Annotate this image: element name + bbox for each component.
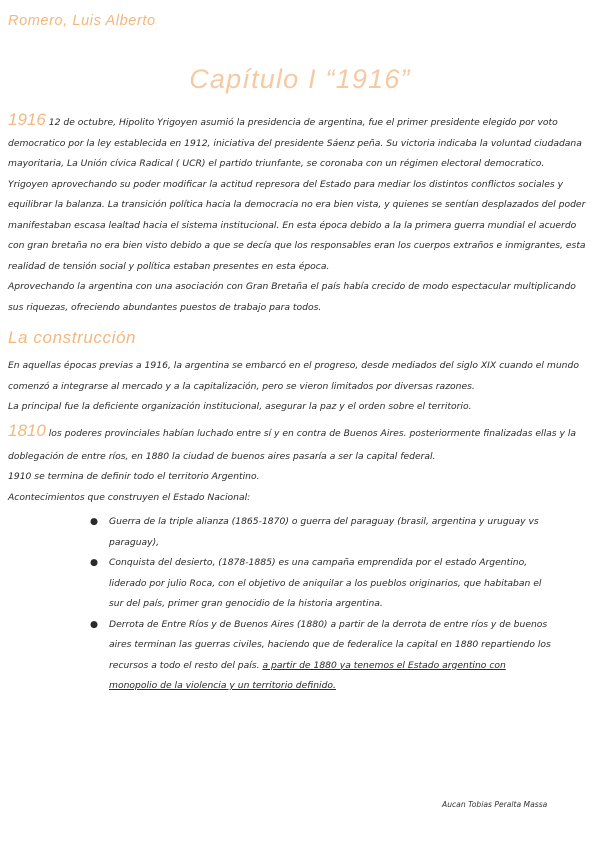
bullet-icon: ● — [90, 618, 99, 630]
year-1810-text: los poderes provinciales habían luchado entre sí y en contra de Buenos Aires. posteriormente finalizadas ellas y la — [45, 427, 577, 439]
list-item-text: Derrota de Entre Ríos y de Buenos Aires (1880) a partir de la derrota de entre ríos y de buenos aires terminan las guerras civiles, haciendo que de federalice la capital en 1880 repartiendo los recursos a todo el resto del país. — [109, 618, 551, 671]
list-item — [90, 553, 555, 615]
section-construccion — [8, 356, 586, 508]
paragraph-first-line — [8, 110, 586, 134]
chapter-title: Capítulo I “1916” — [189, 64, 411, 94]
list-item-text: Guerra de la triple alianza (1865-1870) o guerra del paraguay (brasil, argentina y uruguay vs paraguay), — [109, 516, 539, 548]
list-item-text: Conquista del desierto, (1878-1885) es una campaña emprendida por el estado Argentino, liderado por julio Roca, con el objetivo de aniquilar a los pueblos originarios, que habitaban el sur del país, primer gran genocidio de la historia argentina. — [109, 557, 542, 609]
year-1810: 1810 — [8, 420, 46, 440]
bullet-icon: ● — [90, 516, 99, 527]
year-1916: 1916 — [8, 110, 46, 129]
paragraph-acontecimientos: Acontecimientos que construyen el Estado Nacional: — [8, 491, 251, 503]
bullet-icon: ● — [90, 557, 99, 568]
section-1916 — [8, 110, 586, 318]
list-item — [90, 615, 555, 697]
list-item-underlined-text: a partir de 1880 ya tenemos el Estado argentino con monopolio de la violencia y un territorio definido. — [109, 659, 506, 691]
paragraph-1810 — [8, 418, 586, 447]
list-item — [90, 512, 555, 553]
paragraph-body-2: Aprovechando la argentina con una asociación con Gran Bretaña el país había crecido de modo espectacular multiplicando sus riquezas, ofreciendo abundantes puestos de trabajo para todos. — [8, 281, 576, 313]
events-list-container — [90, 512, 555, 697]
paragraph-doblegacion: doblegación de entre ríos, en 1880 la ciudad de buenos aires pasaría a ser la capital federal. — [8, 450, 436, 462]
paragraph-epocas: En aquellas épocas previas a 1916, la argentina se embarcó en el progreso, desde mediados del siglo XIX cuando el mundo comenzó a integrarse al mercado y a la capitalización, pero se vieron limitados por diversas razones. — [8, 360, 579, 392]
events-list — [90, 512, 555, 697]
section-heading-construccion: La construcción — [8, 328, 137, 347]
paragraph-1910: 1910 se termina de definir todo el territorio Argentino. — [8, 471, 260, 482]
first-line-text: 12 de octubre, Hipolito Yrigoyen asumió la presidencia de argentina, fue el primer presidente elegido por voto — [45, 117, 558, 128]
footer-author: Aucan Tobias Peralta Massa — [442, 800, 548, 809]
paragraph-principal: La principal fue la deficiente organización institucional, asegurar la paz y el orden sobre el territorio. — [8, 401, 472, 412]
author-name: Romero, Luis Alberto — [8, 13, 156, 29]
paragraph-body: democratico por la ley establecida en 1912, iniciativa del presidente Sáenz peña. Su victoria indicaba la voluntad ciudadana mayoritaria, La Unión cívica Radical ( UCR) el partido triunfante, se coronaba con un régimen electoral democratico. Yrigoyen aprovechando su poder modificar la actitud represora del Estado para mediar los distintos conflictos sociales y equilibrar la balanza. La transición política hacia la democracia no era bien vista, y quienes se sentían desplazados del poder manifestaban escasa lealtad hacia el sistema institucional. En esta época debido a la la primera guerra mundial el acuerdo con gran bretaña no era bien visto debido a que se decía que los responsables eran los cuerpos extraños e inmigrantes, esta realidad de tensión social y política estaban presentes en esta época. — [8, 137, 586, 272]
